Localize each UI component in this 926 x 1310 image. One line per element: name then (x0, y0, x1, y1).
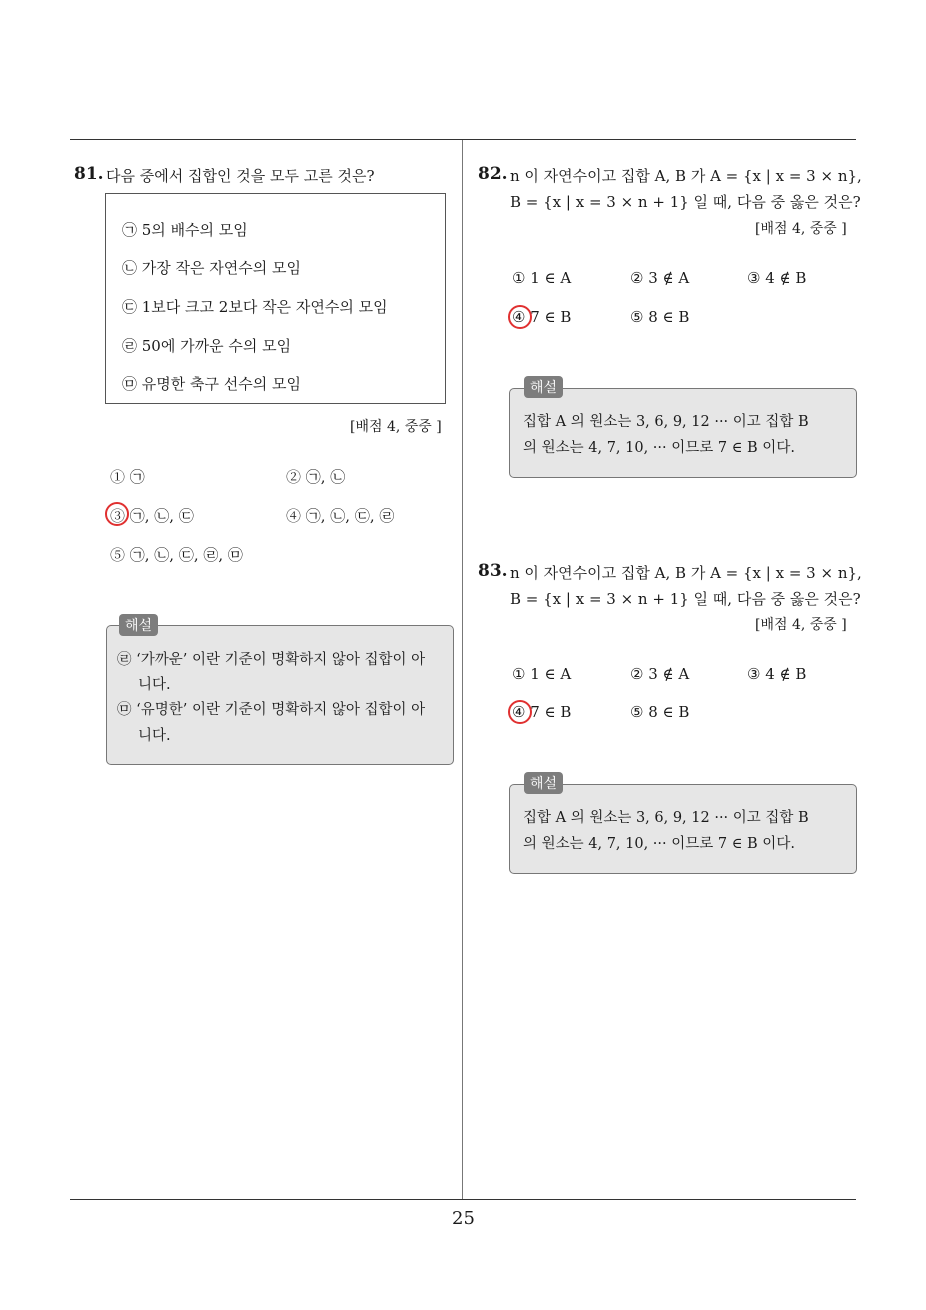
choice-1[interactable]: ① 1 ∈ A (512, 665, 572, 683)
explanation-line: 의 원소는 4, 7, 10, ··· 이므로 7 ∈ B 이다. (523, 836, 795, 852)
choice-3[interactable]: ③ 4 ∉ B (747, 269, 807, 287)
score-label: [배점 4, 중중 ] (755, 617, 847, 633)
answer-circle (105, 502, 129, 526)
explanation-line: 니다. (138, 677, 171, 693)
condition-item: ㉣ 50에 가까운 수의 모임 (122, 337, 292, 355)
explanation-line: 니다. (138, 728, 171, 744)
explanation-box (509, 388, 857, 478)
score-label: [배점 4, 중중 ] (755, 221, 847, 237)
condition-item: ㉤ 유명한 축구 선수의 모임 (122, 375, 301, 393)
explanation-box (509, 784, 857, 874)
question-number: 81. (74, 164, 104, 184)
choice-5[interactable]: ⑤ 8 ∈ B (630, 308, 690, 326)
score-label: [배점 4, 중중 ] (350, 419, 442, 435)
condition-item: ㉢ 1보다 크고 2보다 작은 자연수의 모임 (122, 298, 388, 316)
question-text-line2: B = {x | x = 3 × n + 1} 일 때, 다음 중 옳은 것은? (510, 193, 861, 211)
choice-3[interactable]: ③ 4 ∉ B (747, 665, 807, 683)
question-text-line1: n 이 자연수이고 집합 A, B 가 A = {x | x = 3 × n}, (510, 167, 862, 185)
choice-4[interactable]: ④ 7 ∈ B (512, 308, 572, 326)
question-text-line2: B = {x | x = 3 × n + 1} 일 때, 다음 중 옳은 것은? (510, 590, 861, 608)
choice-1[interactable]: ① ㉠ (110, 468, 145, 486)
choice-2[interactable]: ② 3 ∉ A (630, 269, 690, 287)
explanation-line: 집합 A 의 원소는 3, 6, 9, 12 ··· 이고 집합 B (523, 414, 809, 430)
choice-4[interactable]: ④ ㉠, ㉡, ㉢, ㉣ (286, 507, 395, 525)
explanation-label: 해설 (524, 772, 563, 794)
explanation-line: ㉣ ‘가까운’ 이란 기준이 명확하지 않아 집합이 아 (117, 652, 426, 668)
top-rule (70, 139, 856, 140)
explanation-line: 의 원소는 4, 7, 10, ··· 이므로 7 ∈ B 이다. (523, 440, 795, 456)
explanation-line: 집합 A 의 원소는 3, 6, 9, 12 ··· 이고 집합 B (523, 810, 809, 826)
column-divider (462, 140, 463, 1200)
page-number: 25 (452, 1208, 475, 1229)
answer-circle (508, 305, 532, 329)
explanation-line: ㉤ ‘유명한’ 이란 기준이 명확하지 않아 집합이 아 (117, 702, 426, 718)
choice-5[interactable]: ⑤ ㉠, ㉡, ㉢, ㉣, ㉤ (110, 546, 243, 564)
question-number: 83. (478, 561, 508, 581)
choice-5[interactable]: ⑤ 8 ∈ B (630, 703, 690, 721)
answer-circle (508, 700, 532, 724)
explanation-label: 해설 (119, 614, 158, 636)
question-number: 82. (478, 164, 508, 184)
condition-item: ㉠ 5의 배수의 모임 (122, 221, 248, 239)
choice-3[interactable]: ③ ㉠, ㉡, ㉢ (110, 507, 194, 525)
question-text-line1: n 이 자연수이고 집합 A, B 가 A = {x | x = 3 × n}, (510, 564, 862, 582)
explanation-label: 해설 (524, 376, 563, 398)
choice-2[interactable]: ② ㉠, ㉡ (286, 468, 346, 486)
condition-item: ㉡ 가장 작은 자연수의 모임 (122, 259, 301, 277)
choice-4[interactable]: ④ 7 ∈ B (512, 703, 572, 721)
choice-2[interactable]: ② 3 ∉ A (630, 665, 690, 683)
bottom-rule (70, 1199, 856, 1200)
question-text: 다음 중에서 집합인 것을 모두 고른 것은? (106, 167, 375, 185)
choice-1[interactable]: ① 1 ∈ A (512, 269, 572, 287)
